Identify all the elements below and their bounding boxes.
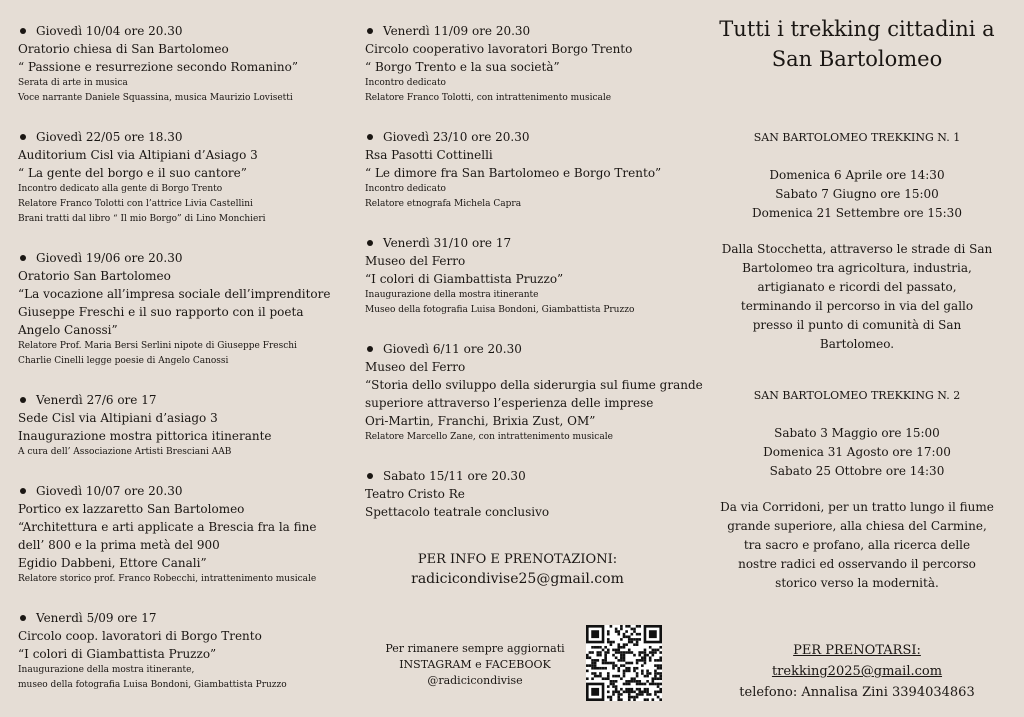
event-line: Angelo Canossi” bbox=[18, 323, 118, 337]
event-line: “La vocazione all’impresa sociale dell’imprenditore bbox=[18, 287, 331, 301]
info-box bbox=[345, 550, 690, 589]
event-date-text: Venerdì 11/09 ore 20.30 bbox=[383, 24, 531, 38]
trekking-2-dates bbox=[690, 424, 1024, 481]
event-item bbox=[365, 340, 703, 445]
event-line: “Storia dello sviluppo della siderurgia sul fiume grande bbox=[365, 378, 703, 392]
event-line: Portico ex lazzaretto San Bartolomeo bbox=[18, 502, 245, 516]
bullet-icon bbox=[20, 134, 26, 140]
trekking-line: artigianato e ricordi del passato, bbox=[757, 280, 957, 294]
event-date-text: Giovedì 10/04 ore 20.30 bbox=[36, 24, 183, 38]
social-line-2: INSTAGRAM e FACEBOOK bbox=[399, 658, 551, 671]
event-line: “ Passione e resurrezione secondo Romanino” bbox=[18, 60, 299, 74]
event-line: Auditorium Cisl via Altipiani d’Asiago 3 bbox=[18, 148, 258, 162]
trekking-line: Da via Corridoni, per un tratto lungo il fiume bbox=[720, 500, 994, 514]
events-column-left bbox=[0, 0, 345, 717]
bullet-icon bbox=[20, 397, 26, 403]
trekking-line: Dalla Stocchetta, attraverso le strade di San bbox=[721, 242, 993, 256]
event-date bbox=[18, 482, 345, 500]
trekking-line: Sabato 7 Giugno ore 15:00 bbox=[775, 187, 939, 201]
event-detail: Relatore Franco Tolotti con l’attrice Livia Castellini bbox=[18, 199, 253, 209]
trekking-line: Domenica 31 Agosto ore 17:00 bbox=[763, 445, 951, 459]
trekking-line: storico verso la modernità. bbox=[775, 576, 939, 590]
booking-phone[interactable]: telefono: Annalisa Zini 3394034863 bbox=[739, 685, 975, 700]
event-date-text: Giovedì 10/07 ore 20.30 bbox=[36, 484, 183, 498]
trekking-line: nostre radici ed osservando il percorso bbox=[738, 557, 976, 571]
trekking-title bbox=[690, 14, 1024, 74]
trekking-title-line-2: San Bartolomeo bbox=[771, 47, 943, 71]
event-date bbox=[18, 22, 345, 40]
event-item bbox=[18, 482, 345, 587]
event-line: Egidio Dabbeni, Ettore Canali” bbox=[18, 556, 207, 570]
event-detail: Inaugurazione della mostra itinerante, bbox=[18, 665, 195, 675]
bullet-icon bbox=[367, 28, 373, 34]
trekking-1-heading: SAN BARTOLOMEO TREKKING N. 1 bbox=[753, 131, 961, 144]
event-date bbox=[18, 609, 345, 627]
event-line: superiore attraverso l’esperienza delle imprese bbox=[365, 396, 654, 410]
event-line: Circolo cooperativo lavoratori Borgo Trento bbox=[365, 42, 633, 56]
booking-heading: PER PRENOTARSI: bbox=[793, 643, 921, 658]
event-item bbox=[365, 467, 690, 521]
trekking-line: Domenica 21 Settembre ore 15:30 bbox=[752, 206, 962, 220]
event-line: “ La gente del borgo e il suo cantore” bbox=[18, 166, 247, 180]
event-item bbox=[18, 249, 345, 369]
bullet-icon bbox=[20, 488, 26, 494]
event-line: Museo del Ferro bbox=[365, 360, 466, 374]
trekking-1-dates bbox=[690, 166, 1024, 223]
bullet-icon bbox=[20, 28, 26, 34]
trekking-line: tra sacro e profano, alla ricerca delle bbox=[743, 538, 971, 552]
trekking-line: Bartolomeo tra agricoltura, industria, bbox=[742, 261, 972, 275]
event-date bbox=[18, 128, 345, 146]
event-detail: Incontro dedicato bbox=[365, 184, 446, 194]
event-date-text: Giovedì 19/06 ore 20.30 bbox=[36, 251, 183, 265]
trekking-line: presso il punto di comunità di San bbox=[752, 318, 962, 332]
trekking-title-line-1: Tutti i trekking cittadini a bbox=[719, 17, 995, 41]
trekking-line: terminando il percorso in via del gallo bbox=[740, 299, 974, 313]
trekking-2-description bbox=[690, 498, 1024, 593]
bullet-icon bbox=[367, 134, 373, 140]
event-item bbox=[365, 234, 690, 318]
event-detail: Brani tratti dal libro “ Il mio Borgo” di Lino Monchieri bbox=[18, 214, 266, 224]
event-date bbox=[365, 467, 690, 485]
event-line: Spettacolo teatrale conclusivo bbox=[365, 505, 550, 519]
booking-email[interactable]: trekking2025@gmail.com bbox=[771, 664, 943, 679]
event-line: Oratorio chiesa di San Bartolomeo bbox=[18, 42, 229, 56]
event-detail: Voce narrante Daniele Squassina, musica Maurizio Lovisetti bbox=[18, 93, 293, 103]
trekking-column bbox=[690, 0, 1024, 717]
event-date-text: Venerdì 31/10 ore 17 bbox=[383, 236, 512, 250]
event-date-text: Giovedì 23/10 ore 20.30 bbox=[383, 130, 530, 144]
event-item bbox=[18, 391, 345, 460]
event-line: Circolo coop. lavoratori di Borgo Trento bbox=[18, 629, 262, 643]
event-date-text: Sabato 15/11 ore 20.30 bbox=[383, 469, 526, 483]
event-detail: Relatore Prof. Maria Bersi Serlini nipote di Giuseppe Freschi bbox=[18, 341, 297, 351]
event-date bbox=[365, 234, 690, 252]
bullet-icon bbox=[367, 346, 373, 352]
event-item bbox=[365, 128, 690, 212]
event-line: Ori-Martin, Franchi, Brixia Zust, OM” bbox=[365, 414, 596, 428]
event-detail: Incontro dedicato bbox=[365, 78, 446, 88]
event-line: “I colori di Giambattista Pruzzo” bbox=[18, 647, 217, 661]
event-date-text: Giovedì 22/05 ore 18.30 bbox=[36, 130, 183, 144]
event-item bbox=[18, 128, 345, 227]
event-detail: Relatore etnografa Michela Capra bbox=[365, 199, 522, 209]
event-detail: Relatore storico prof. Franco Robecchi, intrattenimento musicale bbox=[18, 574, 317, 584]
bullet-icon bbox=[367, 240, 373, 246]
event-line: Giuseppe Freschi e il suo rapporto con il poeta bbox=[18, 305, 304, 319]
event-detail: Charlie Cinelli legge poesie di Angelo Canossi bbox=[18, 356, 229, 366]
event-detail: museo della fotografia Luisa Bondoni, Giambattista Pruzzo bbox=[18, 680, 287, 690]
event-date bbox=[18, 249, 345, 267]
event-date bbox=[18, 391, 345, 409]
event-item bbox=[18, 22, 345, 106]
trekking-line: Sabato 3 Maggio ore 15:00 bbox=[774, 426, 940, 440]
qr-code-icon[interactable] bbox=[586, 625, 662, 701]
bullet-icon bbox=[20, 255, 26, 261]
event-date-text: Giovedì 6/11 ore 20.30 bbox=[383, 342, 522, 356]
event-line: “Architettura e arti applicate a Brescia fra la fine bbox=[18, 520, 317, 534]
event-line: “I colori di Giambattista Pruzzo” bbox=[365, 272, 564, 286]
event-detail: Serata di arte in musica bbox=[18, 78, 128, 88]
event-line: “ Le dimore fra San Bartolomeo e Borgo Trento” bbox=[365, 166, 662, 180]
event-date-text: Venerdì 5/09 ore 17 bbox=[36, 611, 157, 625]
social-handle[interactable]: @radicicondivise bbox=[427, 674, 523, 687]
event-detail: Relatore Franco Tolotti, con intrattenimento musicale bbox=[365, 93, 612, 103]
event-detail: Inaugurazione della mostra itinerante bbox=[365, 290, 539, 300]
event-line: dell’ 800 e la prima metà del 900 bbox=[18, 538, 220, 552]
event-date bbox=[365, 340, 690, 358]
event-line: Sede Cisl via Altipiani d’asiago 3 bbox=[18, 411, 218, 425]
event-line: Museo del Ferro bbox=[365, 254, 466, 268]
social-box bbox=[368, 641, 582, 689]
event-date bbox=[365, 128, 690, 146]
trekking-line: Sabato 25 Ottobre ore 14:30 bbox=[769, 464, 945, 478]
info-email[interactable]: radicicondivise25@gmail.com bbox=[411, 571, 624, 587]
event-date-text: Venerdì 27/6 ore 17 bbox=[36, 393, 157, 407]
trekking-line: grande superiore, alla chiesa del Carmine, bbox=[727, 519, 987, 533]
trekking-line: Bartolomeo. bbox=[819, 337, 895, 351]
events-column-right bbox=[345, 0, 703, 717]
event-line: “ Borgo Trento e la sua società” bbox=[365, 60, 560, 74]
info-heading: PER INFO E PRENOTAZIONI: bbox=[417, 552, 618, 567]
social-line-1: Per rimanere sempre aggiornati bbox=[385, 642, 565, 655]
event-line: Inaugurazione mostra pittorica itinerante bbox=[18, 429, 272, 443]
bullet-icon bbox=[367, 473, 373, 479]
event-item bbox=[365, 22, 690, 106]
bullet-icon bbox=[20, 615, 26, 621]
trekking-1-description bbox=[690, 240, 1024, 354]
event-date bbox=[365, 22, 690, 40]
trekking-2-heading: SAN BARTOLOMEO TREKKING N. 2 bbox=[753, 389, 961, 402]
event-line: Oratorio San Bartolomeo bbox=[18, 269, 171, 283]
event-line: Rsa Pasotti Cottinelli bbox=[365, 148, 493, 162]
event-detail: Relatore Marcello Zane, con intrattenimento musicale bbox=[365, 432, 613, 442]
event-detail: Museo della fotografia Luisa Bondoni, Giambattista Pruzzo bbox=[365, 305, 635, 315]
event-item bbox=[18, 609, 345, 693]
event-detail: Incontro dedicato alla gente di Borgo Trento bbox=[18, 184, 223, 194]
event-detail: A cura dell’ Associazione Artisti Bresciani AAB bbox=[18, 447, 232, 457]
event-line: Teatro Cristo Re bbox=[365, 487, 465, 501]
trekking-line: Domenica 6 Aprile ore 14:30 bbox=[769, 168, 945, 182]
